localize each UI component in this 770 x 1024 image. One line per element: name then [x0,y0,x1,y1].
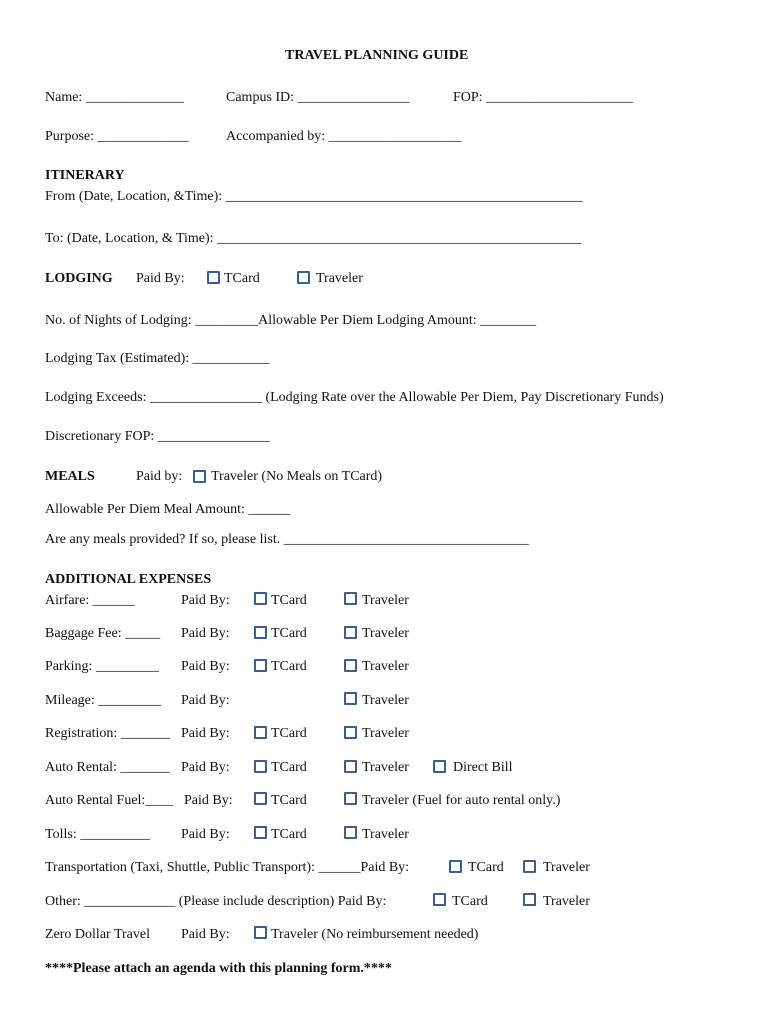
transportation-tcard-checkbox[interactable] [449,860,462,873]
transportation-traveler-checkbox[interactable] [523,860,536,873]
airfare-field[interactable]: Airfare: ______ [45,593,135,608]
auto-rental-traveler-checkbox[interactable] [344,760,357,773]
auto-rental-direct-bill-label: Direct Bill [453,760,513,775]
registration-paid-by-label: Paid By: [181,726,230,741]
baggage-traveler-checkbox[interactable] [344,626,357,639]
auto-rental-fuel-field[interactable]: Auto Rental Fuel:____ [45,793,174,808]
baggage-tcard-checkbox[interactable] [254,626,267,639]
zero-dollar-traveler-label: Traveler (No reimbursement needed) [271,927,479,942]
zero-dollar-paid-by-label: Paid By: [181,927,230,942]
airfare-paid-by-label: Paid By: [181,593,230,608]
auto-rental-tcard-checkbox[interactable] [254,760,267,773]
meals-paid-by-label: Paid by: [136,469,183,484]
itinerary-heading: ITINERARY [45,168,125,183]
additional-expenses-heading: ADDITIONAL EXPENSES [45,572,212,587]
mileage-traveler-label: Traveler [362,693,409,708]
auto-rental-field[interactable]: Auto Rental: _______ [45,760,170,775]
agenda-notice: ****Please attach an agenda with this planning form.**** [45,961,392,976]
airfare-tcard-checkbox[interactable] [254,592,267,605]
auto-rental-fuel-traveler-label: Traveler (Fuel for auto rental only.) [362,793,561,808]
fop-field[interactable]: FOP: _____________________ [453,90,634,105]
parking-traveler-checkbox[interactable] [344,659,357,672]
parking-tcard-checkbox[interactable] [254,659,267,672]
lodging-heading: LODGING [45,271,113,286]
auto-rental-traveler-label: Traveler [362,760,409,775]
zero-dollar-traveler-checkbox[interactable] [254,926,267,939]
parking-field[interactable]: Parking: _________ [45,659,159,674]
meals-heading: MEALS [45,469,95,484]
transportation-traveler-label: Traveler [543,860,590,875]
auto-rental-tcard-label: TCard [271,760,307,775]
registration-field[interactable]: Registration: _______ [45,726,170,741]
lodging-tcard-checkbox[interactable] [207,271,220,284]
auto-rental-paid-by-label: Paid By: [181,760,230,775]
transportation-field[interactable]: Transportation (Taxi, Shuttle, Public Transport): ______Paid By: [45,860,410,875]
lodging-tax-field[interactable]: Lodging Tax (Estimated): ___________ [45,351,270,366]
mileage-paid-by-label: Paid By: [181,693,230,708]
auto-rental-fuel-paid-by-label: Paid By: [184,793,233,808]
baggage-paid-by-label: Paid By: [181,626,230,641]
auto-rental-direct-bill-checkbox[interactable] [433,760,446,773]
baggage-fee-field[interactable]: Baggage Fee: _____ [45,626,161,641]
tolls-field[interactable]: Tolls: __________ [45,827,151,842]
mileage-field[interactable]: Mileage: _________ [45,693,162,708]
other-traveler-label: Traveler [543,894,590,909]
airfare-tcard-label: TCard [271,593,307,608]
discretionary-fop-field[interactable]: Discretionary FOP: ________________ [45,429,270,444]
registration-tcard-label: TCard [271,726,307,741]
purpose-field[interactable]: Purpose: _____________ [45,129,189,144]
meal-amount-field[interactable]: Allowable Per Diem Meal Amount: ______ [45,502,291,517]
tolls-paid-by-label: Paid By: [181,827,230,842]
other-tcard-label: TCard [452,894,488,909]
tolls-tcard-checkbox[interactable] [254,826,267,839]
meals-traveler-label: Traveler (No Meals on TCard) [211,469,383,484]
meals-provided-field[interactable]: Are any meals provided? If so, please list. ___________________________________ [45,532,529,547]
other-tcard-checkbox[interactable] [433,893,446,906]
mileage-traveler-checkbox[interactable] [344,692,357,705]
airfare-traveler-checkbox[interactable] [344,592,357,605]
lodging-traveler-label: Traveler [316,271,363,286]
itinerary-to-field[interactable]: To: (Date, Location, & Time): ____________________________________________________ [45,231,582,246]
parking-traveler-label: Traveler [362,659,409,674]
lodging-nights-field[interactable]: No. of Nights of Lodging: _________Allowable Per Diem Lodging Amount: ________ [45,313,537,328]
registration-tcard-checkbox[interactable] [254,726,267,739]
auto-rental-fuel-tcard-checkbox[interactable] [254,792,267,805]
lodging-traveler-checkbox[interactable] [297,271,310,284]
page-title: TRAVEL PLANNING GUIDE [285,48,469,63]
parking-tcard-label: TCard [271,659,307,674]
other-expense-field[interactable]: Other: _____________ (Please include description) Paid By: [45,894,387,909]
registration-traveler-label: Traveler [362,726,409,741]
baggage-tcard-label: TCard [271,626,307,641]
zero-dollar-travel-label: Zero Dollar Travel [45,927,150,942]
lodging-exceeds-field[interactable]: Lodging Exceeds: ________________ (Lodging Rate over the Allowable Per Diem, Pay Discretionary Funds) [45,390,664,405]
tolls-tcard-label: TCard [271,827,307,842]
other-traveler-checkbox[interactable] [523,893,536,906]
name-field[interactable]: Name: ______________ [45,90,184,105]
transportation-tcard-label: TCard [468,860,504,875]
campus-id-field[interactable]: Campus ID: ________________ [226,90,410,105]
parking-paid-by-label: Paid By: [181,659,230,674]
lodging-paid-by-label: Paid By: [136,271,185,286]
auto-rental-fuel-tcard-label: TCard [271,793,307,808]
tolls-traveler-checkbox[interactable] [344,826,357,839]
accompanied-by-field[interactable]: Accompanied by: ___________________ [226,129,462,144]
auto-rental-fuel-traveler-checkbox[interactable] [344,792,357,805]
tolls-traveler-label: Traveler [362,827,409,842]
baggage-traveler-label: Traveler [362,626,409,641]
airfare-traveler-label: Traveler [362,593,409,608]
itinerary-from-field[interactable]: From (Date, Location, &Time): ___________________________________________________ [45,189,583,204]
lodging-tcard-label: TCard [224,271,260,286]
meals-traveler-checkbox[interactable] [193,470,206,483]
registration-traveler-checkbox[interactable] [344,726,357,739]
